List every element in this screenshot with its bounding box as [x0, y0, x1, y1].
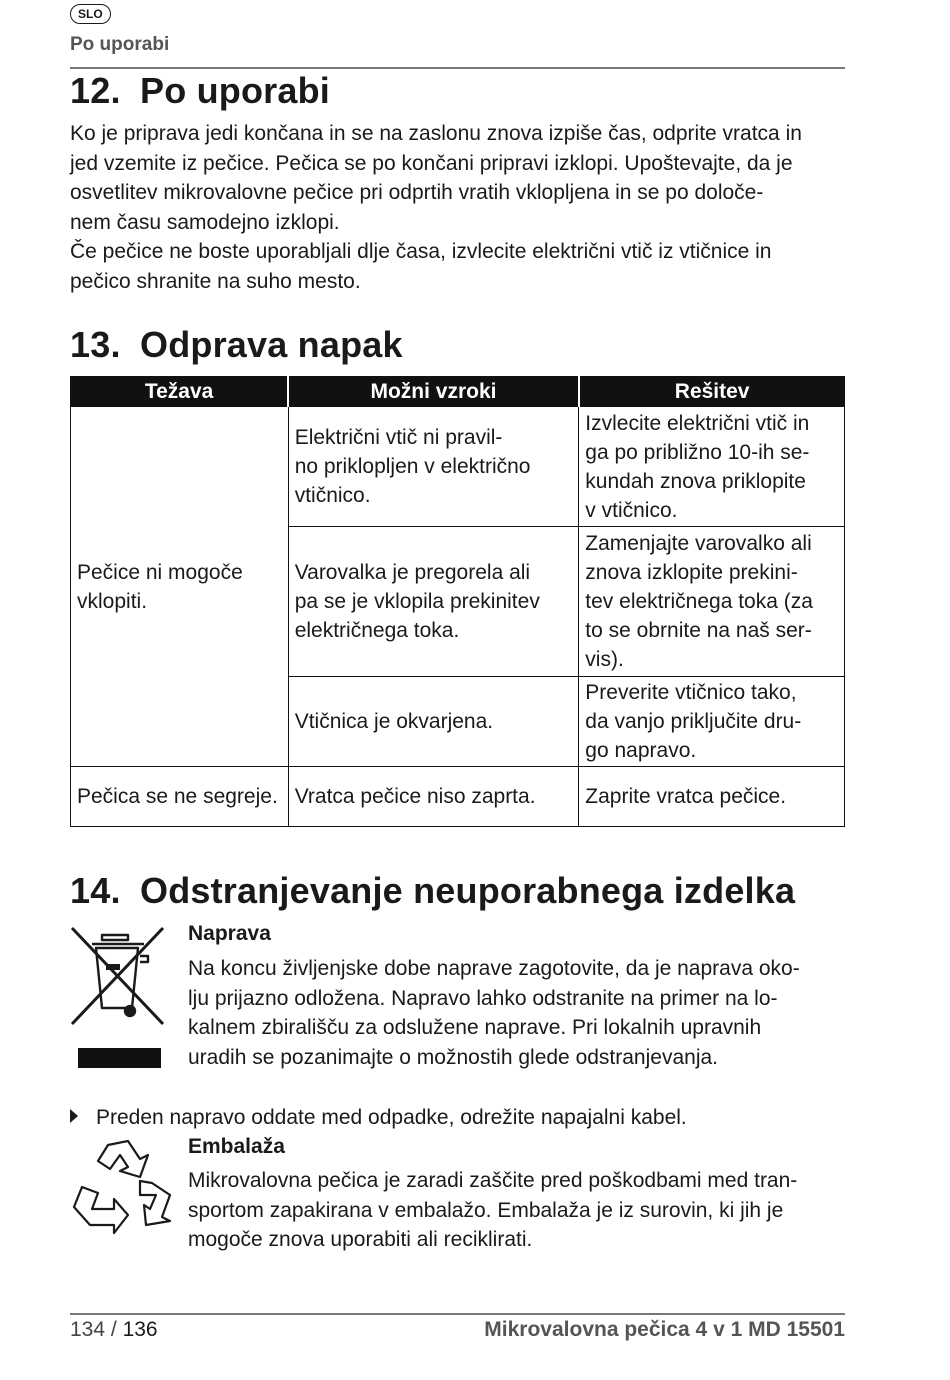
section-12-title: Po uporabi — [140, 70, 330, 111]
solution-cell — [579, 677, 845, 767]
cause-cell: Vratca pečice niso zaprta. — [288, 767, 579, 827]
text-line: Izvlecite električni vtič in — [585, 411, 810, 435]
text-line: električnega toka. — [294, 619, 460, 642]
text-line: mogoče znova uporabiti ali reciklirati. — [188, 1228, 533, 1251]
text-line: Zamenjajte varovalko ali — [585, 532, 812, 555]
section-12-heading — [70, 70, 330, 112]
page-separator: / — [105, 1318, 123, 1341]
table-row — [71, 407, 845, 527]
section-12-paragraph-2 — [70, 237, 845, 296]
cause-cell — [288, 677, 579, 767]
problem-cell: Pečica se ne segreje. — [71, 767, 289, 827]
page-number — [70, 1318, 158, 1342]
page-total: 136 — [122, 1318, 158, 1341]
text-line: Ko je priprava jedi končana in se na zaslonu znova izpiše čas, odprite vratca in — [70, 122, 802, 145]
page-current: 134 — [70, 1318, 106, 1341]
column-header-problem: Težava — [71, 376, 289, 407]
language-badge: SLO — [70, 4, 111, 24]
section-13-title: Odprava napak — [140, 324, 403, 365]
crossed-bin-icon — [70, 926, 165, 1071]
column-header-solution: Rešitev — [579, 376, 845, 407]
text-line: tev električnega toka (za — [585, 590, 813, 613]
section-13-number: 13. — [70, 324, 121, 365]
text-line: nem času samodejno izklopi. — [70, 210, 340, 234]
text-line: ga po približno 10-ih se- — [585, 440, 810, 464]
cause-cell — [288, 407, 579, 527]
solution-cell: Zaprite vratca pečice. — [579, 767, 845, 827]
bullet-item — [70, 1103, 687, 1132]
text-line: vtičnico. — [294, 484, 371, 507]
text-line: v vtičnico. — [585, 498, 678, 522]
section-13-heading — [70, 324, 403, 366]
problem-cell — [71, 407, 289, 767]
text-line: uradih se pozanimajte o možnostih glede odstranjevanja. — [188, 1045, 718, 1069]
recycle-icon — [70, 1137, 175, 1237]
section-14-title: Odstranjevanje neuporabnega izdelka — [140, 870, 796, 911]
text-line: Na koncu življenjske dobe naprave zagotovite, da je naprava oko- — [188, 957, 800, 980]
text-line: kundah znova priklopite — [585, 469, 806, 493]
text-line: jed vzemite iz pečice. Pečica se po končani pripravi izklopi. Upoštevajte, da je — [70, 151, 793, 175]
text-line: Vtičnica je okvarjena. — [294, 710, 494, 733]
text-line: Mikrovalovna pečica je zaradi zaščite pred poškodbami med tran- — [188, 1169, 798, 1192]
text-line: go napravo. — [585, 739, 697, 762]
cause-cell — [288, 527, 579, 677]
section-12-paragraph-1 — [70, 119, 845, 237]
section-14-number: 14. — [70, 870, 121, 911]
text-line: Preverite vtičnico tako, — [585, 681, 797, 704]
text-line: da vanjo priključite dru- — [585, 710, 802, 733]
text-line: osvetlitev mikrovalovne pečice pri odprtih vratih vklopljena in se po določe- — [70, 181, 764, 204]
header-rule — [70, 67, 845, 69]
solution-cell — [579, 527, 845, 677]
text-line: znova izklopite prekini- — [585, 561, 798, 584]
text-line: to se obrnite na naš ser- — [585, 619, 812, 642]
text-line: pa se je vklopila prekinitev — [294, 590, 540, 613]
column-header-causes: Možni vzroki — [288, 376, 579, 407]
text-line: sportom zapakirana v embalažo. Embalaža je iz surovin, ki jih je — [188, 1198, 784, 1222]
text-line: no priklopljen v električno — [294, 455, 531, 478]
text-line: Električni vtič ni pravil- — [294, 426, 503, 449]
packaging-paragraph — [188, 1166, 848, 1255]
text-line: Če pečice ne boste uporabljali dlje časa, izvlecite električni vtič iz vtičnice in — [70, 240, 772, 263]
text-line: lju prijazno odložena. Napravo lahko odstranite na primer na lo- — [188, 986, 778, 1010]
text-line: pečico shranite na suho mesto. — [70, 269, 361, 293]
footer-rule — [70, 1313, 845, 1315]
bullet-triangle-icon — [70, 1109, 78, 1123]
troubleshooting-table — [70, 376, 845, 827]
running-header: Po uporabi — [70, 34, 170, 55]
solution-cell — [579, 407, 845, 527]
text-line: vis). — [585, 648, 624, 671]
section-14-heading — [70, 870, 795, 912]
text-line: vklopiti. — [77, 589, 148, 613]
device-paragraph — [188, 954, 848, 1072]
section-12-number: 12. — [70, 70, 121, 111]
packaging-heading: Embalaža — [188, 1135, 285, 1158]
footer-product-name: Mikrovalovna pečica 4 v 1 MD 15501 — [484, 1318, 845, 1341]
text-line: Pečice ni mogoče — [77, 560, 243, 584]
text-line: kalnem zbirališču za odslužene naprave. Pri lokalnih upravnih — [188, 1016, 762, 1039]
device-heading: Naprava — [188, 922, 271, 945]
bullet-text: Preden napravo oddate med odpadke, odrežite napajalni kabel. — [96, 1106, 687, 1129]
table-row — [71, 767, 845, 827]
text-line: Varovalka je pregorela ali — [294, 561, 531, 584]
table-header-row — [71, 376, 845, 407]
